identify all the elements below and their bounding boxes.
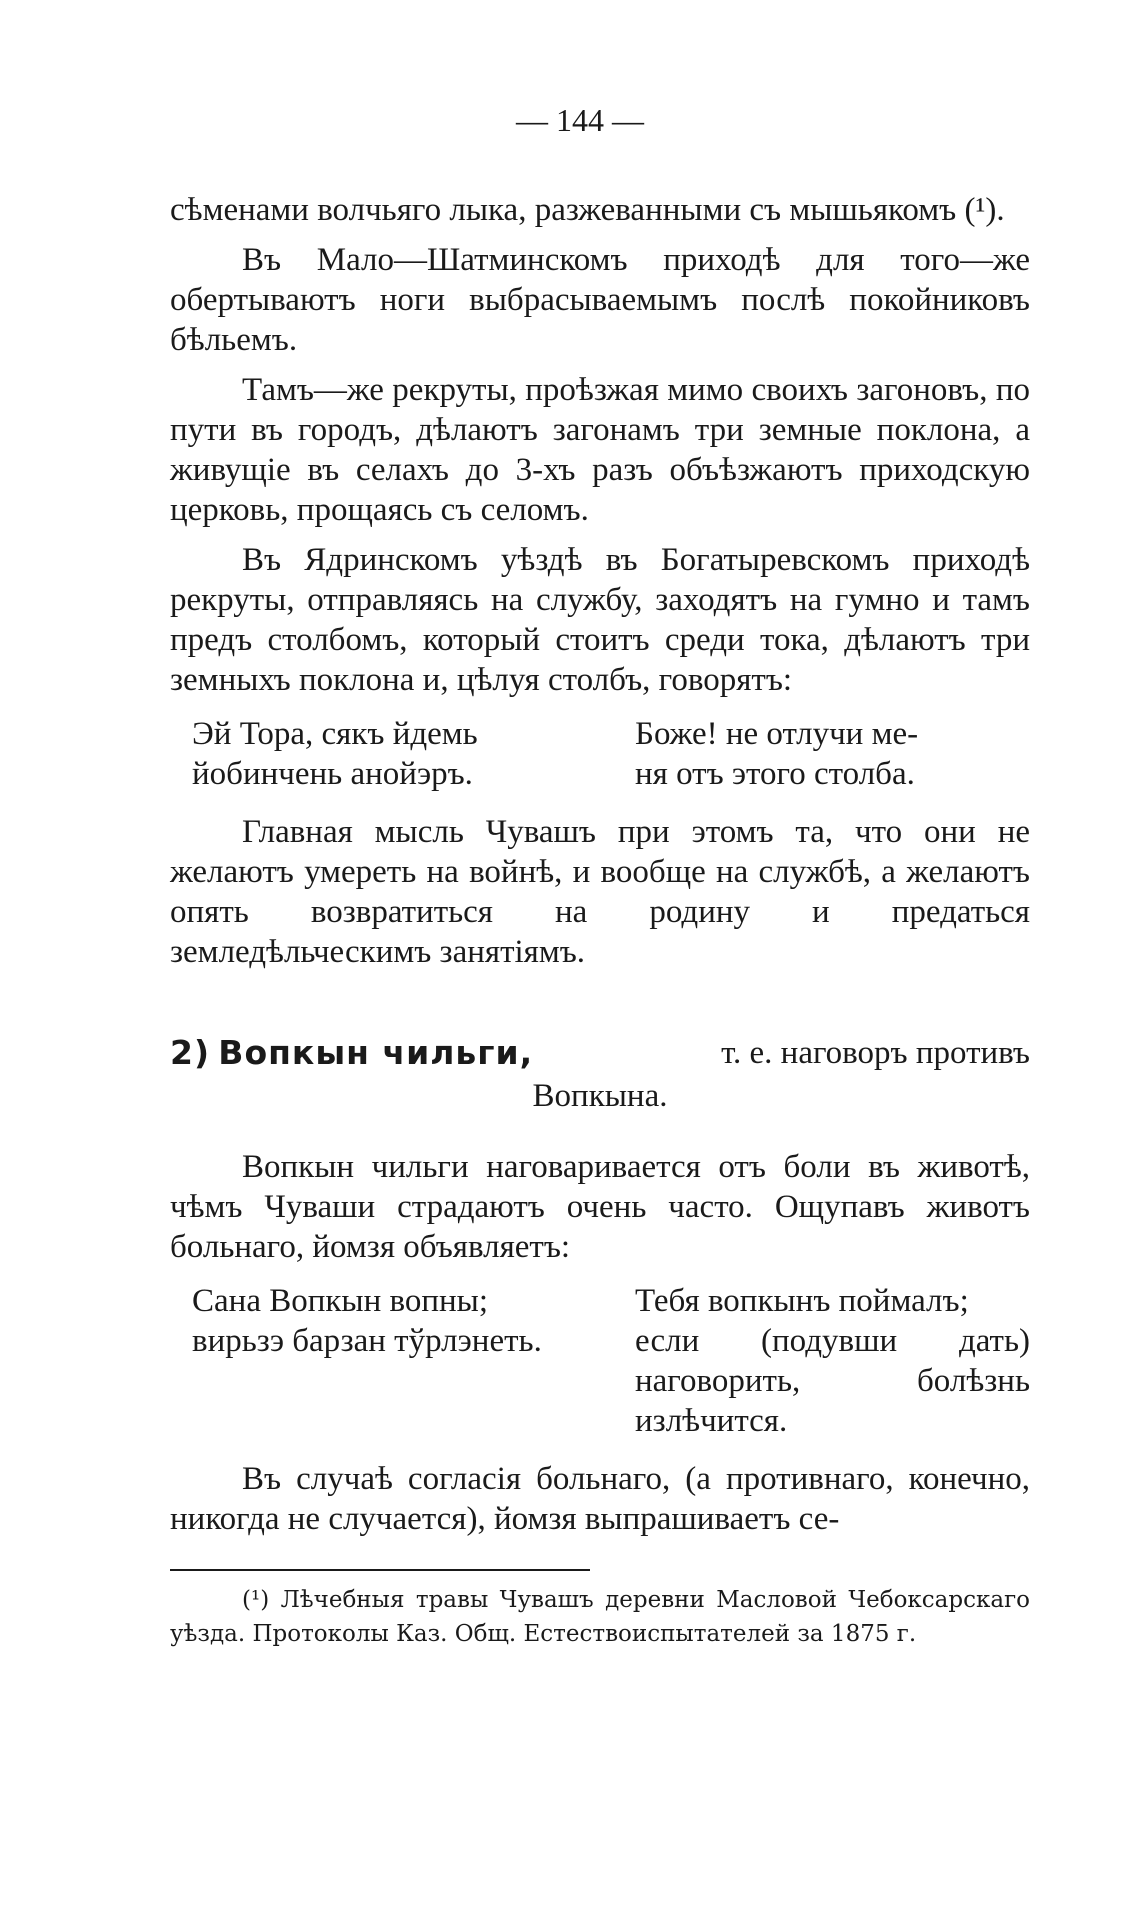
verse-line: ня отъ этого столба. — [635, 756, 915, 792]
verse-block-1 — [170, 714, 1030, 794]
footnote-divider — [170, 1569, 590, 1571]
page-number: — 144 — — [516, 102, 644, 138]
verse-line: йобинчень анойэръ. — [192, 756, 473, 792]
section-number: 2) — [170, 1033, 211, 1072]
section-subtitle-line2: Вопкына. — [532, 1078, 668, 1114]
verse-block-2 — [170, 1281, 1030, 1441]
verse-line: Тебя вопкынъ поймалъ; — [635, 1283, 969, 1319]
verse-2-russian — [635, 1281, 1030, 1441]
paragraph-continuation: сѣменами волчьяго лыка, разжеванными съ мышьякомъ (¹). — [170, 192, 1005, 228]
verse-line: вирьзэ барзан тўрлэнеть. — [192, 1323, 542, 1359]
paragraph-main-thought: Главная мысль Чувашъ при этомъ та, что они не желаютъ умереть на войнѣ, и вообще на службѣ, а желаютъ опять возвратиться на родину и предаться земледѣльческимъ занятіямъ. — [170, 814, 1030, 970]
verse-line: если (подувши дать) наговорить, болѣзнь излѣчится. — [635, 1323, 1030, 1439]
verse-line: Сана Вопкын вопны; — [192, 1283, 489, 1319]
section-title: Вопкын чильги, — [218, 1033, 534, 1072]
verse-2-chuvash — [170, 1281, 565, 1441]
paragraph-consent: Въ случаѣ согласія больнаго, (а противнаго, конечно, никогда не случается), йомзя выпрашиваетъ се- — [170, 1461, 1030, 1537]
verse-line: Эй Тора, сякъ йдемь — [192, 716, 478, 752]
section-subtitle: т. е. наговоръ противъ — [721, 1035, 1030, 1071]
section-heading — [170, 1032, 1030, 1117]
paragraph-vopkyn: Вопкын чильги наговаривается отъ боли въ животѣ, чѣмъ Чуваши страдаютъ очень часто. Ощупавъ животъ больнаго, йомзя объявляетъ: — [170, 1149, 1030, 1265]
paragraph-yadrinsky: Въ Ядринскомъ уѣздѣ въ Богатыревскомъ приходѣ рекруты, отправляясь на службу, заходятъ на гумно и тамъ предъ столбомъ, который стоитъ среди тока, дѣлаютъ три земныхъ поклона и, цѣлуя столбъ, говорятъ: — [170, 542, 1030, 698]
verse-1-russian — [635, 714, 1030, 794]
footnote: (¹) Лѣчебныя травы Чувашъ деревни Масловой Чебоксарскаго уѣзда. Протоколы Каз. Общ. Естествоиспытателей за 1875 г. — [170, 1587, 1030, 1647]
verse-line: Боже! не отлучи ме- — [635, 716, 919, 752]
paragraph-recruits: Тамъ—же рекруты, проѣзжая мимо своихъ загоновъ, по пути въ городъ, дѣлаютъ загонамъ три земные поклона, а живущіе въ селахъ до 3-хъ разъ объѣзжаютъ приходскую церковь, прощаясь съ селомъ. — [170, 372, 1030, 528]
paragraph-malo-shatminsky: Въ Мало—Шатминскомъ приходѣ для того—же обертываютъ ноги выбрасываемымъ послѣ покойниковъ бѣльемъ. — [170, 242, 1030, 358]
page — [170, 100, 1030, 1661]
verse-1-chuvash — [170, 714, 565, 794]
